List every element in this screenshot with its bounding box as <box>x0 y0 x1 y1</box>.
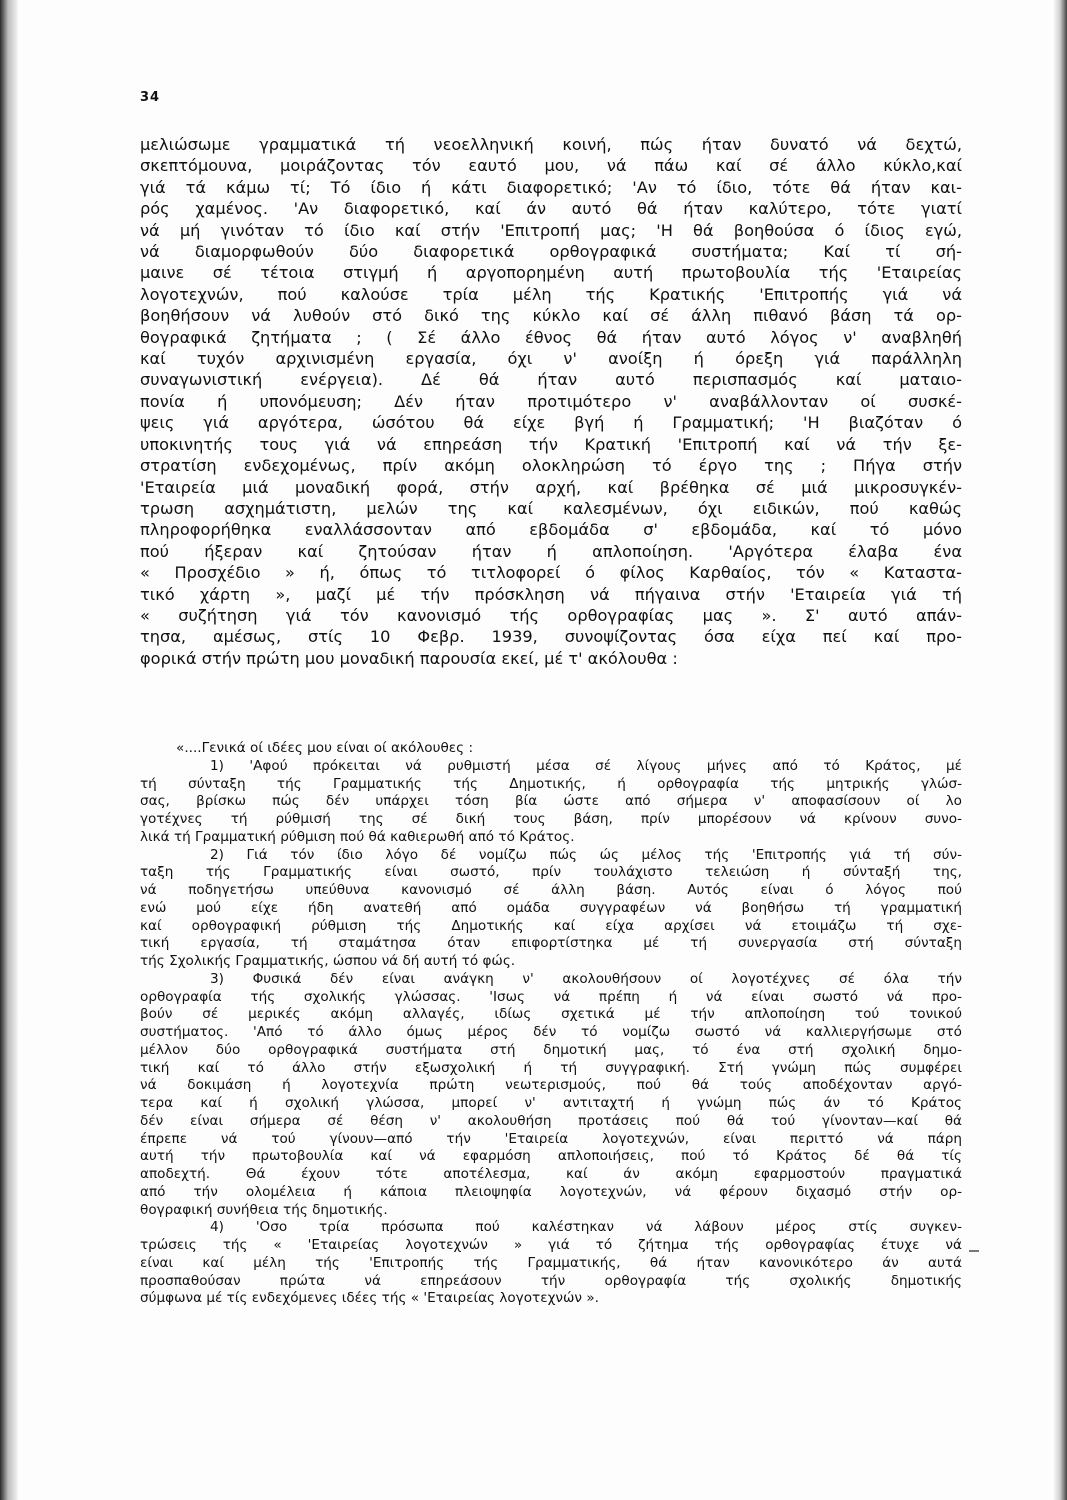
paragraph-line: θογραφικά ζητήματα ; ( Σέ άλλο έθνος θά ήταν αυτό λόγος ν' αναβληθή <box>140 327 962 347</box>
paragraph-line: νά μή γινόταν τό ίδιο καί στήν 'Επιτροπή μας; 'Η θά βοηθούσα ό ίδιος εγώ, <box>140 220 962 240</box>
quote-line: βούν σέ μερικές ακόμη αλλαγές, ιδίως σχετικά μέ τήν απλοποίηση τού τονικού <box>140 1006 962 1023</box>
quote-line: μέλλον δύο ορθογραφικά συστήματα στή δημοτική μας, τό ένα στή σχολική δημο- <box>140 1041 962 1058</box>
paragraph-line: ψεις γιά αργότερα, ώσότου θά είχε βγή ή Γραμματική; 'Η βιαζόταν ό <box>140 413 962 433</box>
paragraph-line: καί τυχόν αρχινισμένη εργασία, όχι ν' ανοίξη ή όρεξη γιά παράλληλη <box>140 349 962 369</box>
book-spine-shadow <box>0 0 18 1500</box>
paragraph-line: μελιώσωμε γραμματικά τή νεοελληνική κοινή, πώς ήταν δυνατό νά δεχτώ, <box>140 135 962 154</box>
quote-line: αποδεχτή. Θά έχουν τότε αποτέλεσμα, καί άν ακόμη εφαρμοστούν πραγματικά <box>140 1166 962 1182</box>
quote-line: είναι καί μέλη τής 'Επιτροπής τής Γραμματικής, θά ήταν κανονικότερο άν αυτά <box>140 1254 962 1271</box>
paragraph-line: ρός χαμένος. 'Αν διαφορετικό, καί άν αυτό θά ήταν καλύτερο, τότε γιατί <box>140 199 962 219</box>
quote-line: αυτή τήν πρωτοβουλία καί νά εφαρμόση απλοποιήσεις, πού τό Κράτος δέ θά τίς <box>140 1148 962 1165</box>
paragraph-line: λογοτεχνών, πού καλούσε τρία μέλη τής Κρατικής 'Επιτροπής γιά νά <box>140 284 962 304</box>
paragraph-line: πληροφορήθηκα εναλλάσσονταν από εβδομάδα σ' εβδομάδα, καί τό μόνο <box>140 520 962 540</box>
paragraph-line: τησα, αμέσως, στίς 10 Φεβρ. 1939, συνοψίζοντας όσα είχα πεί καί προ- <box>140 627 962 647</box>
quote-line: 1) 'Αφού πρόκειται νά ρυθμιστή μέσα σέ λίγους μήνες από τό Κράτος, μέ <box>210 757 962 774</box>
quote-line: τής Σχολικής Γραμματικής, ώσπου νά δή αυτή τό φώς. <box>140 953 516 969</box>
quote-line: νά ποδηγετήσω υπεύθυνα κανονισμό σέ άλλη βάση. Αυτός είναι ό λόγος πού <box>140 882 962 898</box>
paragraph-line: πού ήξεραν καί ζητούσαν ήταν ή απλοποίηση. 'Αργότερα έλαβα ένα <box>140 541 962 561</box>
paragraph-line: « Προσχέδιο » ή, όπως τό τιτλοφορεί ό φίλος Καρθαίος, τόν « Καταστα- <box>140 563 962 583</box>
quoted-letter <box>140 740 962 1308</box>
page-number: 34 <box>140 90 161 105</box>
page-edge-shadow <box>1053 0 1067 1500</box>
paragraph-line: 'Εταιρεία μιά μοναδική φορά, στήν αρχή, καί βρέθηκα σέ μιά μικροσυγκέν- <box>140 477 962 497</box>
quote-line: τική καί τό άλλο στήν εξωσχολική ή τή συγγραφική. Στή γνώμη πώς συμφέρει <box>140 1059 962 1076</box>
quote-line: 2) Γιά τόν ίδιο λόγο δέ νομίζω πώς ώς μέλος τής 'Επιτροπής γιά τή σύν- <box>210 846 962 863</box>
paragraph-line: τικό χάρτη », μαζί μέ τήν πρόσκληση νά πήγαινα στήν 'Εταιρεία γιά τή <box>140 584 962 604</box>
quote-line: λικά τή Γραμματική ρύθμιση πού θά καθιερωθή από τό Κράτος. <box>140 828 575 845</box>
quote-line: συστήματος. 'Από τό άλλο όμως μέρος δέν τό νομίζω σωστό νά καλλιεργήσωμε στό <box>140 1024 962 1040</box>
paragraph-line: πονία ή υπονόμευση; Δέν ήταν προτιμότερο ν' αναβάλλονταν οί συσκέ- <box>140 391 962 411</box>
quote-line: ταξη τής Γραμματικής είναι σωστό, πρίν τουλάχιστο τελειώση ή σύνταξή της, <box>140 864 962 881</box>
paragraph-line: τρωση ασχημάτιστη, μελών της καί καλεσμένων, όχι ειδικών, πού καθώς <box>140 498 962 518</box>
scan-mark <box>969 1250 979 1252</box>
quote-line: τρώσεις τής « 'Εταιρείας λογοτεχνών » γιά τό ζήτημα τής ορθογραφίας έτυχε νά <box>140 1237 962 1253</box>
quote-line: «....Γενικά οί ιδέες μου είναι οί ακόλουθες : <box>176 740 474 756</box>
quote-line: δέν είναι σήμερα σέ θέση ν' ακολουθήση προτάσεις πού θά τού γίνονταν—καί θά <box>140 1112 962 1129</box>
quote-line: τερα καί ή σχολική γλώσσα, μπορεί ν' αντιταχτή ή γνώμη πώς άν τό Κράτος <box>140 1095 962 1111</box>
quote-line: από τήν ολομέλεια ή κάποια πλειοψηφία λογοτεχνών, νά φέρουν διχασμό στήν ορ- <box>140 1183 962 1200</box>
quote-line: προσπαθούσαν πρώτα νά επηρεάσουν τήν ορθογραφία τής σχολικής δημοτικής <box>140 1272 962 1289</box>
quote-line: ενώ μού είχε ήδη ανατεθή από ομάδα συγγραφέων νά βοηθήσω τή γραμματική <box>140 899 962 916</box>
quote-line: νά δοκιμάση ή λογοτεχνία πρώτη νεωτερισμούς, πού θά τούς αποδέχονταν αργό- <box>140 1077 962 1094</box>
paragraph-line: « συζήτηση γιά τόν κανονισμό τής ορθογραφίας μας ». Σ' αυτό απάν- <box>140 605 962 625</box>
quote-line: ορθογραφία τής σχολικής γλώσσας. 'Ισως νά πρέπη ή νά είναι σωστό νά προ- <box>140 988 962 1005</box>
paragraph-line: υποκινητής τους γιά νά επηρεάση τήν Κρατική 'Επιτροπή καί νά τήν ξε- <box>140 434 962 454</box>
quote-line: σας, βρίσκω πώς δέν υπάρχει τόση βία ώστε από σήμερα ν' αποφασίσουν οί λο <box>140 793 962 810</box>
paragraph-line: βοηθήσουν νά λυθούν στό δικό της κύκλο καί σέ άλλη πιθανό βάση τά ορ- <box>140 306 962 326</box>
quote-line: 4) 'Οσο τρία πρόσωπα πού καλέστηκαν νά λάβουν μέρος στίς συγκεν- <box>210 1219 962 1236</box>
quote-line: 3) Φυσικά δέν είναι ανάγκη ν' ακολουθήσουν οί λογοτέχνες σέ όλα τήν <box>210 970 962 987</box>
paragraph-line: νά διαμορφωθούν δύο διαφορετικά ορθογραφικά συστήματα; Καί τί σή- <box>140 242 962 262</box>
paragraph-line: συναγωνιστική ενέργεια). Δέ θά ήταν αυτό περισπασμός καί ματαιο- <box>140 370 962 390</box>
paragraph-line: στρατίση ενδεχομένως, πρίν ακόμη ολοκληρώση τό έργο της ; Πήγα στήν <box>140 456 962 476</box>
paragraph-line: σκεπτόμουνα, μοιράζοντας τόν εαυτό μου, νά πάω καί σέ άλλο κύκλο,καί <box>140 156 962 176</box>
main-paragraph <box>140 134 962 669</box>
paragraph-line: φορικά στήν πρώτη μου μοναδική παρουσία εκεί, μέ τ' ακόλουθα : <box>140 648 678 668</box>
quote-line: καί ορθογραφική ρύθμιση τής Δημοτικής καί είχα αρχίσει νά ετοιμάζω τή σχε- <box>140 917 962 934</box>
paragraph-line: μαινε σέ τέτοια στιγμή ή αργοπορημένη αυτή πρωτοβουλία τής 'Εταιρείας <box>140 263 962 283</box>
quote-line: τή σύνταξη τής Γραμματικής τής Δημοτικής, ή ορθογραφία τής μητρικής γλώσ- <box>140 775 962 792</box>
quote-line: σύμφωνα μέ τίς ενδεχόμενες ιδέες τής « 'Εταιρείας λογοτεχνών ». <box>140 1290 599 1307</box>
quote-line: έπρεπε νά τού γίνουν—από τήν 'Εταιρεία λογοτεχνών, είναι περιττό νά πάρη <box>140 1130 962 1147</box>
quote-line: γοτέχνες τή ρύθμισή της σέ δική τους βάση, πρίν μπορέσουν νά κρίνουν συνο- <box>140 811 962 827</box>
paragraph-line: γιά τά κάμω τί; Τό ίδιο ή κάτι διαφορετικό; 'Αν τό ίδιο, τότε θά ήταν και- <box>140 177 962 197</box>
quote-line: τική εργασία, τή σταμάτησα όταν επιφορτίστηκα μέ τή συνεργασία στή σύνταξη <box>140 935 962 952</box>
quote-line: θογραφική συνήθεια τής δημοτικής. <box>140 1201 388 1218</box>
